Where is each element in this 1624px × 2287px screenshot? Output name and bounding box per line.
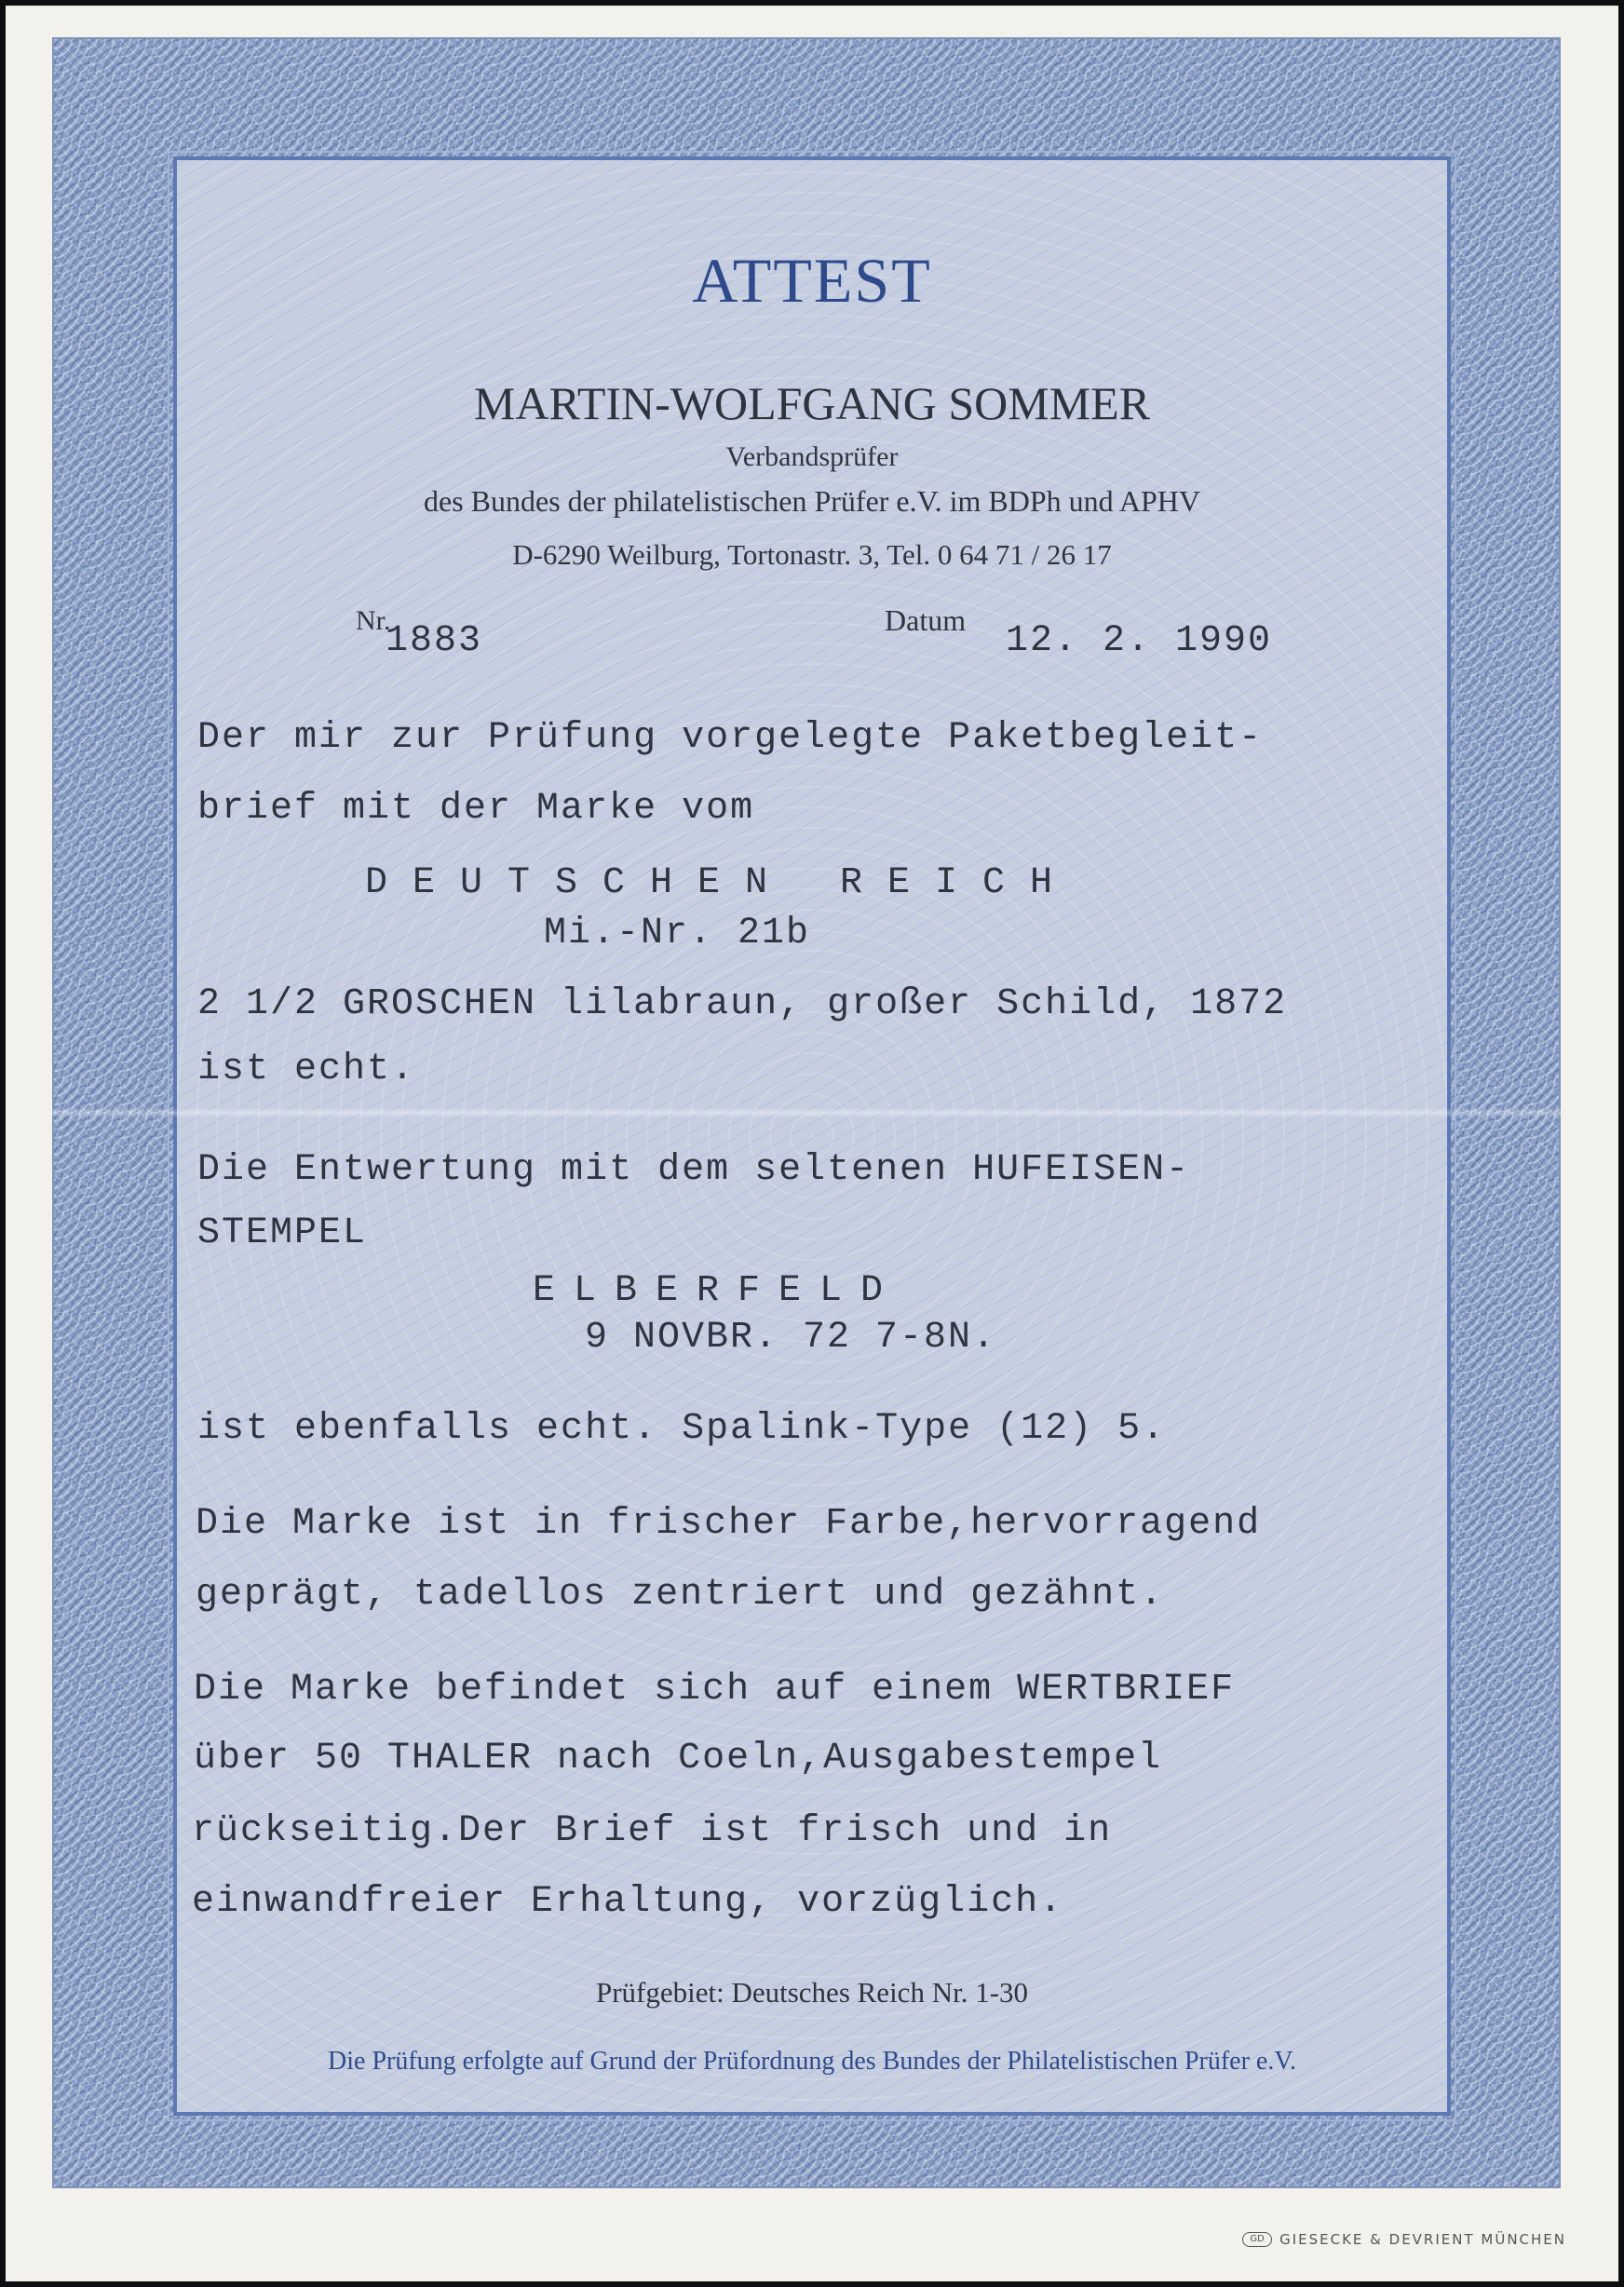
printer-name: GIESECKE & DEVRIENT MÜNCHEN [1279, 2231, 1566, 2248]
number-label: Nr. [356, 605, 391, 636]
printer-imprint [1242, 2231, 1566, 2248]
cancellation-line-1: Die Entwertung mit dem seltenen HUFEISEN- [197, 1149, 1191, 1191]
certificate-number: 1883 [386, 620, 483, 662]
association-line: des Bundes der philatelistischen Prüfer e.V. im BDPh und APHV [423, 484, 1200, 518]
country-name: DEUTSCHEN REICH [365, 862, 1078, 904]
examination-scope: Prüfgebiet: Deutsches Reich Nr. 1-30 [595, 1976, 1029, 2009]
examiner-name: MARTIN-WOLFGANG SOMMER [473, 377, 1151, 429]
condition-line-2: geprägt, tadellos zentriert und gezähnt. [196, 1574, 1165, 1616]
paper-fold [52, 1108, 1561, 1117]
certificate-title: ATTEST [692, 245, 932, 316]
verdict-genuine: ist echt. [197, 1049, 416, 1090]
cancellation-line-2: STEMPEL [197, 1212, 368, 1254]
stamp-description: 2 1/2 GROSCHEN lilabraun, großer Schild, 1872 [197, 983, 1288, 1025]
date-label: Datum [885, 603, 967, 637]
verdict-cancellation: ist ebenfalls echt. Spalink-Type (12) 5. [197, 1408, 1167, 1450]
certificate-date: 12. 2. 1990 [1006, 620, 1273, 662]
cover-line-1: Die Marke befindet sich auf einem WERTBRIEF [194, 1669, 1236, 1711]
cancellation-date: 9 NOVBR. 72 7-8N. [585, 1317, 997, 1359]
printer-logo-icon: GD [1242, 2232, 1272, 2247]
cover-line-4: einwandfreier Erhaltung, vorzüglich. [192, 1881, 1064, 1923]
condition-line-1: Die Marke ist in frischer Farbe,hervorragend [196, 1503, 1262, 1545]
intro-line-2: brief mit der Marke vom [197, 788, 755, 830]
examiner-address: D-6290 Weilburg, Tortonastr. 3, Tel. 0 64 71 / 26 17 [512, 538, 1112, 571]
cancellation-place: ELBERFELD [533, 1270, 902, 1312]
intro-line-1: Der mir zur Prüfung vorgelegte Paketbegleit- [197, 717, 1264, 759]
examiner-role: Verbandsprüfer [725, 441, 899, 472]
catalog-number: Mi.-Nr. 21b [544, 913, 811, 954]
examination-regulation-note: Die Prüfung erfolgte auf Grund der Prüfordnung des Bundes der Philatelistischen Prüfer e.V. [328, 2047, 1296, 2076]
cover-line-3: rückseitig.Der Brief ist frisch und in [192, 1810, 1113, 1852]
cover-line-2: über 50 THALER nach Coeln,Ausgabestempel [194, 1738, 1163, 1780]
